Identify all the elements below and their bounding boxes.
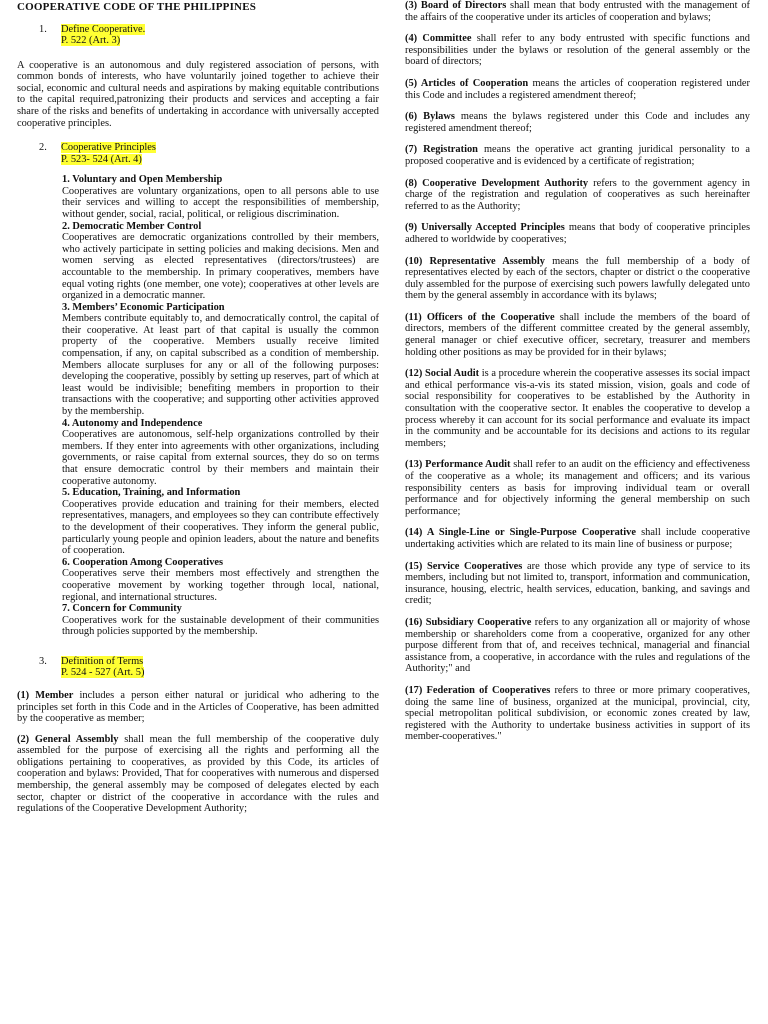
principle-heading: 2. Democratic Member Control	[62, 220, 202, 232]
term-definition	[405, 685, 750, 743]
term-definition	[405, 144, 750, 167]
term-text: shall include the members of the board of directors, members of the different committee created by the general assembly, general manager or chief executive officer, secretary, treasurer and members holding other positions as may be provided for in their bylaws;	[405, 311, 750, 358]
term-text: shall refer to any body entrusted with specific functions and responsibilities under the bylaws or resolution of the general assembly or the board of directors;	[405, 33, 750, 68]
term-name: (7) Registration	[405, 144, 478, 156]
section-heading-1	[39, 24, 379, 47]
section-reference: P. 522 (Art. 3)	[61, 35, 121, 47]
term-definition	[405, 368, 750, 449]
term-text: means the full membership of a body of representatives elected by each of the sectors, chapter or district o the cooperative duly assembled for the purpose of exercising such powers lawfully delegated unto them by the general assembly in accordance with its bylaws;	[405, 255, 750, 302]
term-text: shall mean that body entrusted with the management of the affairs of the cooperative under its articles of cooperation and bylaws;	[405, 0, 750, 23]
term-definition	[17, 734, 379, 815]
section-title: Definition of Terms	[61, 655, 144, 667]
principle-text: Members contribute equitably to, and democratically control, the capital of their cooperative. At least part of that capital is usually the common property of the cooperative. Members usually receive limited compensation, if any, on capital subscribed as a condition of membership. Members allocate surpluses for any or all of the following purposes: developing the cooperative, possibly by setting up reserves, part of which at least would be indivisible; benefiting members in proportion to their transactions with the cooperative; and supporting other activities approved by the membership.	[62, 313, 379, 418]
term-text: refers to the government agency in charge of the registration and regulation of cooperatives as such hereinafter referred to as the Authority;	[405, 177, 750, 212]
principle-text: Cooperatives provide education and training for their members, elected representatives, managers, and employees so they can contribute effectively to the development of their cooperatives. They inform the general public, particularly young people and opinion leaders, about the nature and benefits of cooperation.	[62, 498, 379, 557]
section-number: 3.	[39, 655, 47, 667]
principle-heading: 6. Cooperation Among Cooperatives	[62, 556, 224, 568]
principle-item	[62, 557, 379, 603]
term-name: (13) Performance Audit	[405, 459, 511, 471]
term-name: (10) Representative Assembly	[405, 255, 545, 267]
principle-heading: 1. Voluntary and Open Membership	[62, 174, 223, 186]
term-name: (6) Bylaws	[405, 111, 455, 123]
term-name: (17) Federation of Cooperatives	[405, 684, 551, 696]
principle-text: Cooperatives are autonomous, self-help organizations controlled by their members. If they enter into agreements with other organizations, including governments, or raise capital from external sources, they do so on terms that ensure democratic control by their members and maintain their cooperative autonomy.	[62, 429, 379, 487]
term-definition	[405, 0, 750, 23]
principle-item	[62, 174, 379, 220]
term-name: (16) Subsidiary Cooperative	[405, 616, 532, 628]
term-name: (2) General Assembly	[17, 733, 119, 745]
term-text: are those which provide any type of service to its members, including but not limited to, transport, information and communication, insurance, housing, electric, health services, education, banking, and savings and credit;	[405, 560, 750, 607]
term-definition	[405, 561, 750, 607]
terms-list-left	[17, 690, 379, 815]
term-text: means the bylaws registered under this Code and includes any registered amendment thereof;	[405, 111, 751, 134]
principle-item	[62, 487, 379, 557]
section-title: Define Cooperative.	[61, 23, 146, 35]
principle-text: Cooperatives serve their members most effectively and strengthen the cooperative movement by working together through local, national, regional, and international structures.	[62, 568, 379, 603]
principle-text: Cooperatives are voluntary organizations, open to all persons able to use their services and willing to accept the responsibilities of membership, without gender, social, racial, political, or religious discrimination.	[62, 185, 379, 220]
section-number: 1.	[39, 23, 47, 35]
term-definition	[405, 222, 750, 245]
term-name: (11) Officers of the Cooperative	[405, 311, 555, 323]
principle-heading: 5. Education, Training, and Information	[62, 487, 241, 499]
principle-heading: 7. Concern for Community	[62, 603, 182, 615]
term-definition	[17, 690, 379, 725]
term-text: refers to three or more primary cooperatives, doing the same line of business, organized at the municipal, provincial, city, special metropolitan political subdivision, or economic zones created by law, registered with the Authority to undertake business activities in support of its member-cooperatives."	[405, 684, 750, 743]
term-text: shall refer to an audit on the efficiency and effectiveness of the cooperative as a whole; its management and officers; and its various responsibility centers as basis for improving individual team or overall performance and for objectively informing the general membership on such performance;	[405, 459, 750, 517]
term-text: includes a person either natural or juridical who adhering to the principles set forth in this Code and in the Articles of Cooperative, has been admitted by the cooperative as member;	[17, 689, 379, 725]
term-name: (3) Board of Directors	[405, 0, 507, 11]
principle-item	[62, 603, 379, 638]
left-column	[17, 0, 379, 824]
section-number: 2.	[39, 142, 47, 154]
term-definition	[405, 33, 750, 68]
principle-item	[62, 302, 379, 418]
principle-text: Cooperatives are democratic organizations controlled by their members, who actively participate in setting policies and making decisions. Men and women serving as elected representatives (directors/trustees) are accountable to the membership. In primary cooperatives, members have equal voting rights (one member, one vote); cooperatives at other levels are organized in a democratic manner.	[62, 232, 379, 302]
section-title: Cooperative Principles	[61, 142, 156, 154]
document-title: COOPERATIVE CODE OF THE PHILIPPINES	[17, 1, 257, 13]
term-text: means the operative act granting juridical personality to a proposed cooperative and is evidenced by a certificate of registration;	[405, 144, 751, 167]
term-definition	[405, 527, 750, 550]
principles-list	[62, 174, 379, 638]
section-heading-2	[39, 142, 379, 165]
principle-heading: 3. Members’ Economic Participation	[62, 301, 225, 313]
term-definition	[405, 78, 750, 101]
term-name: (15) Service Cooperatives	[405, 560, 523, 572]
term-text: is a procedure wherein the cooperative assesses its social impact and ethical performance vis-a-vis its stated mission, vision, goals and code of social responsibility for cooperatives to be established by the Authority in consultation with the cooperative sector. It enables the cooperative to develop a process whereby it can account for its social performance and evaluate its impact in the community and be accountable for its decisions and actions to its regular members;	[405, 368, 750, 449]
term-text: shall mean the full membership of the cooperative duly assembled for the purpose of exercising all the rights and performing all the obligations pertaining to cooperatives, as provided by this Code, its articles of cooperation and bylaws: Provided, That for cooperatives with numerous and dispersed membership, the general assembly may be composed of delegates elected by each sector, chapter or district of the cooperative in accordance with the rules and regulations of the Cooperative Development Authority;	[17, 733, 379, 815]
principle-item	[62, 418, 379, 488]
term-name: (9) Universally Accepted Principles	[405, 222, 565, 234]
term-name: (4) Committee	[405, 33, 472, 45]
term-definition	[405, 256, 750, 302]
term-definition	[405, 617, 750, 675]
term-text: refers to any organization all or majority of whose membership or shareholders come from a cooperative, organized for any other purpose different from that of, and receives technical, managerial and financial assistance from, a cooperative, in accordance with the rules and regulations of the Authority;" and	[405, 616, 750, 675]
term-text: means that body of cooperative principles adhered to worldwide by cooperatives;	[405, 222, 751, 245]
principle-text: Cooperatives work for the sustainable development of their communities through policies supported by the membership.	[62, 614, 379, 638]
term-name: (8) Cooperative Development Authority	[405, 177, 589, 189]
right-column	[405, 0, 750, 753]
section-reference: P. 524 - 527 (Art. 5)	[61, 667, 145, 679]
section-reference: P. 523- 524 (Art. 4)	[61, 153, 142, 165]
term-text: means the articles of cooperation registered under this Code and includes a registered amendment thereof;	[405, 77, 750, 101]
principle-heading: 4. Autonomy and Independence	[62, 417, 203, 429]
term-definition	[405, 459, 750, 517]
section-heading-3	[39, 656, 379, 679]
term-definition	[405, 111, 750, 134]
term-text: shall include cooperative undertaking activities which are related to its main line of business or purpose;	[405, 527, 751, 550]
term-name: (5) Articles of Cooperation	[405, 77, 529, 89]
term-name: (12) Social Audit	[405, 368, 480, 380]
term-name: (1) Member	[17, 689, 74, 701]
term-name: (14) A Single-Line or Single-Purpose Cooperative	[405, 527, 636, 539]
principle-item	[62, 221, 379, 302]
term-definition	[405, 178, 750, 213]
cooperative-definition: A cooperative is an autonomous and duly registered association of persons, with common bonds of interests, who have voluntarily joined together to achieve their social, economic and cultural needs and aspirations by making equitable contributions to the capital required,patronizing their products and services and accepting a fair share of the risks and benefits of undertaking in accordance with universally accepted cooperative principles.	[17, 59, 379, 129]
term-definition	[405, 312, 750, 358]
